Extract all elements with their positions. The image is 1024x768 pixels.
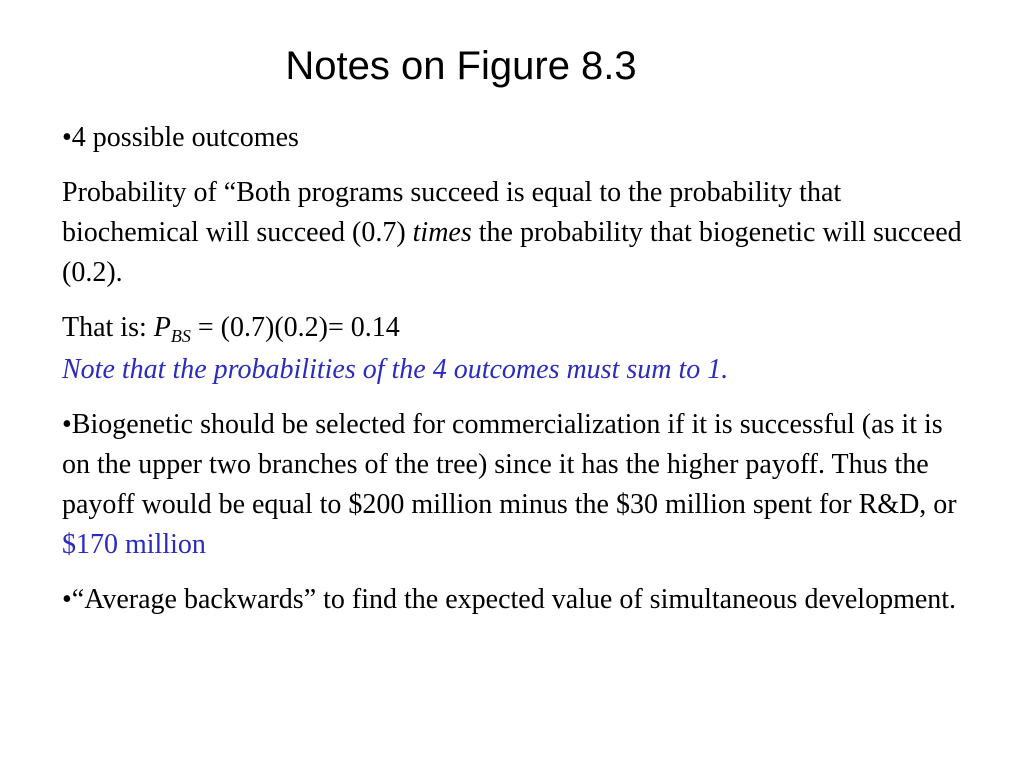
times-italic: times	[412, 217, 472, 248]
bullet-average-backwards: •“Average backwards” to find the expected value of simultaneous development.	[62, 584, 957, 615]
probability-paragraph	[62, 173, 972, 293]
formula-suffix: = (0.7)(0.2)= 0.14	[190, 312, 400, 343]
slide-body	[62, 118, 972, 620]
formula-subscript: BS	[170, 326, 191, 346]
bullet-outcomes: •4 possible outcomes	[62, 122, 299, 153]
formula-prefix: That is:	[62, 312, 154, 343]
sum-note-text: Note that the probabilities of the 4 outcomes must sum to 1.	[62, 354, 729, 385]
payoff-highlight: $170 million	[62, 529, 206, 560]
slide-title: Notes on Figure 8.3	[285, 44, 637, 88]
probability-text-2: the probability that biogenetic will succeed (0.2).	[62, 217, 962, 288]
formula-line	[62, 308, 972, 350]
probability-text-1: Probability of “Both programs succeed is equal to the probability that biochemical will succeed (0.7)	[62, 177, 842, 248]
formula-variable: P	[153, 312, 171, 343]
bullet-biogenetic	[62, 405, 972, 565]
biogenetic-text: •Biogenetic should be selected for commercialization if it is successful (as it is on the upper two branches of the tree) since it has the higher payoff. Thus the payoff would be equal to $200 million minus the $30 million spent for R&D, or	[62, 409, 957, 520]
sum-note	[62, 350, 972, 390]
